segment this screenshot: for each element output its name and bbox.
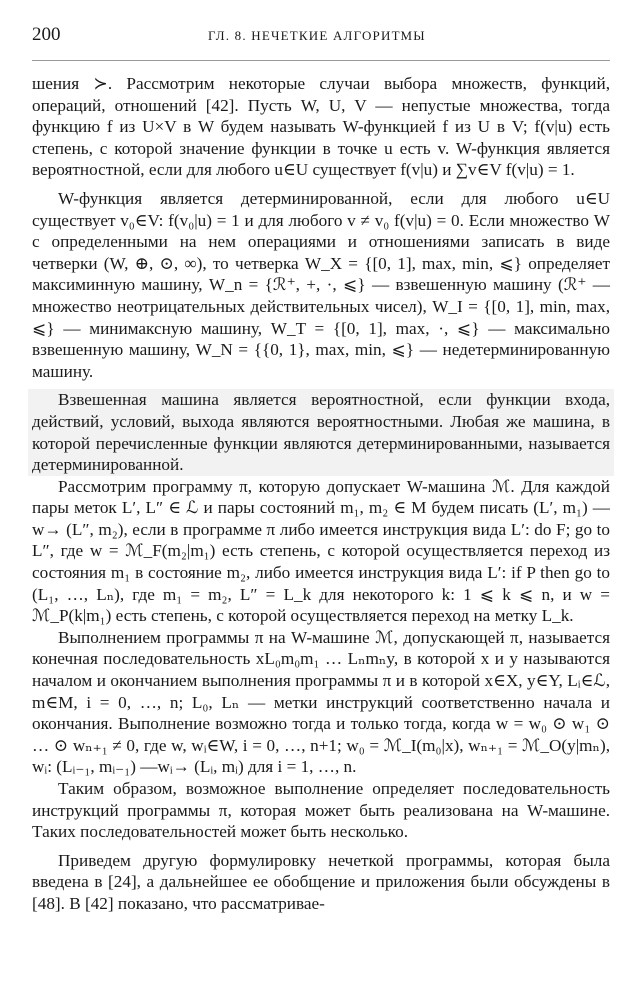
page-number: 200 (32, 24, 61, 45)
page-header (32, 24, 610, 61)
paragraph-program: Рассмотрим программу π, которую допускает W-машина ℳ. Для каждой пары меток L′, L″ ∈ ℒ и пары состояний m₁, m₂ ∈ M будем писать (L′, m₁) —w→ (L″, m₂), если в программе π либо имеется инструкция вида L′: do F; go to L″, где w = ℳ_F(m₂|m₁) есть степень, с которой осуществляется переход из состояния m₁ в состояние m₂, либо имеется инструкция вида L′: if P then go to (L₁, …, Lₙ), где m₁ = m₂, L″ = L_k для некоторого k: 1 ⩽ k ⩽ n, и w = ℳ_P(k|m₁) есть степень, с которой осуществляется переход на метку L_k. (32, 476, 610, 626)
paragraph-continued: шения ≻. Рассмотрим некоторые случаи выбора множеств, функций, операций, отношений [42]. Пусть W, U, V — непустые множества, тогда функцию f из U×V в W будем называть W-функцией f из U в V; f(v|u) есть степень, с которой значение функции в точке u есть v. W-функция является вероятностной, если для любого u∈U существует f(v|u) и ∑v∈V f(v|u) = 1. (32, 74, 610, 180)
paragraph-weighted-machine: Взвешенная машина является вероятностной, если функции входа, действий, условий, выхода являются вероятностными. Любая же машина, в которой перечисленные функции являются детерминированными, называется детерминированной. (28, 389, 614, 475)
running-head: ГЛ. 8. НЕЧЕТКИЕ АЛГОРИТМЫ (208, 28, 426, 43)
paragraph-execution: Выполнением программы π на W-машине ℳ, допускающей π, называется конечная последовательность xL₀m₀m₁ … Lₙmₙy, в которой x и y называются началом и окончанием выполнения программы π и в которой x∈X, y∈Y, Lᵢ∈ℒ, m∈M, i = 0, …, n; L₀, Lₙ — метки инструкций соответственно начала и окончания. Выполнение возможно тогда и только тогда, когда w = w₀ ⊙ w₁ ⊙ … ⊙ wₙ₊₁ ≠ 0, где w, wᵢ∈W, i = 0, …, n+1; w₀ = ℳ_I(m₀|x), wₙ₊₁ = ℳ_O(y|mₙ), wᵢ: (Lᵢ₋₁, mᵢ₋₁) —wᵢ→ (Lᵢ, mᵢ) для i = 1, …, n. (32, 627, 610, 777)
paragraph-deterministic-function: W-функция является детерминированной, если для любого u∈U существует v₀∈V: f(v₀|u) = 1 и для любого v ≠ v₀ f(v|u) = 0. Если множество W с определенными на нем операциями и отношениями записать в виде четверки (W, ⊕, ⊙, ∞), то четверка W_X = {[0, 1], max, min, ⩽} определяет максиминную машину, W_n = {ℛ⁺, +, ·, ⩽} — взвешенную машину (ℛ⁺ — множество неотрицательных действительных чисел), W_I = {[0, 1], min, max, ⩽} — минимаксную машину, W_T = {[0, 1], max, ·, ⩽} — максимально взвешенную машину, W_N = {{0, 1}, max, min, ⩽} — недетерминированную машину. (32, 188, 610, 381)
body-text (32, 73, 610, 915)
paragraph-conclusion: Таким образом, возможное выполнение определяет последовательность инструкций программы π, которая может быть реализована на W-машине. Таких последовательностей может быть несколько. (32, 779, 610, 842)
paragraph-alternative-formulation: Приведем другую формулировку нечеткой программы, которая была введена в [24], а дальнейшее ее обобщение и приложения были обсуждены в [48]. В [42] показано, что рассматривае- (32, 850, 610, 913)
